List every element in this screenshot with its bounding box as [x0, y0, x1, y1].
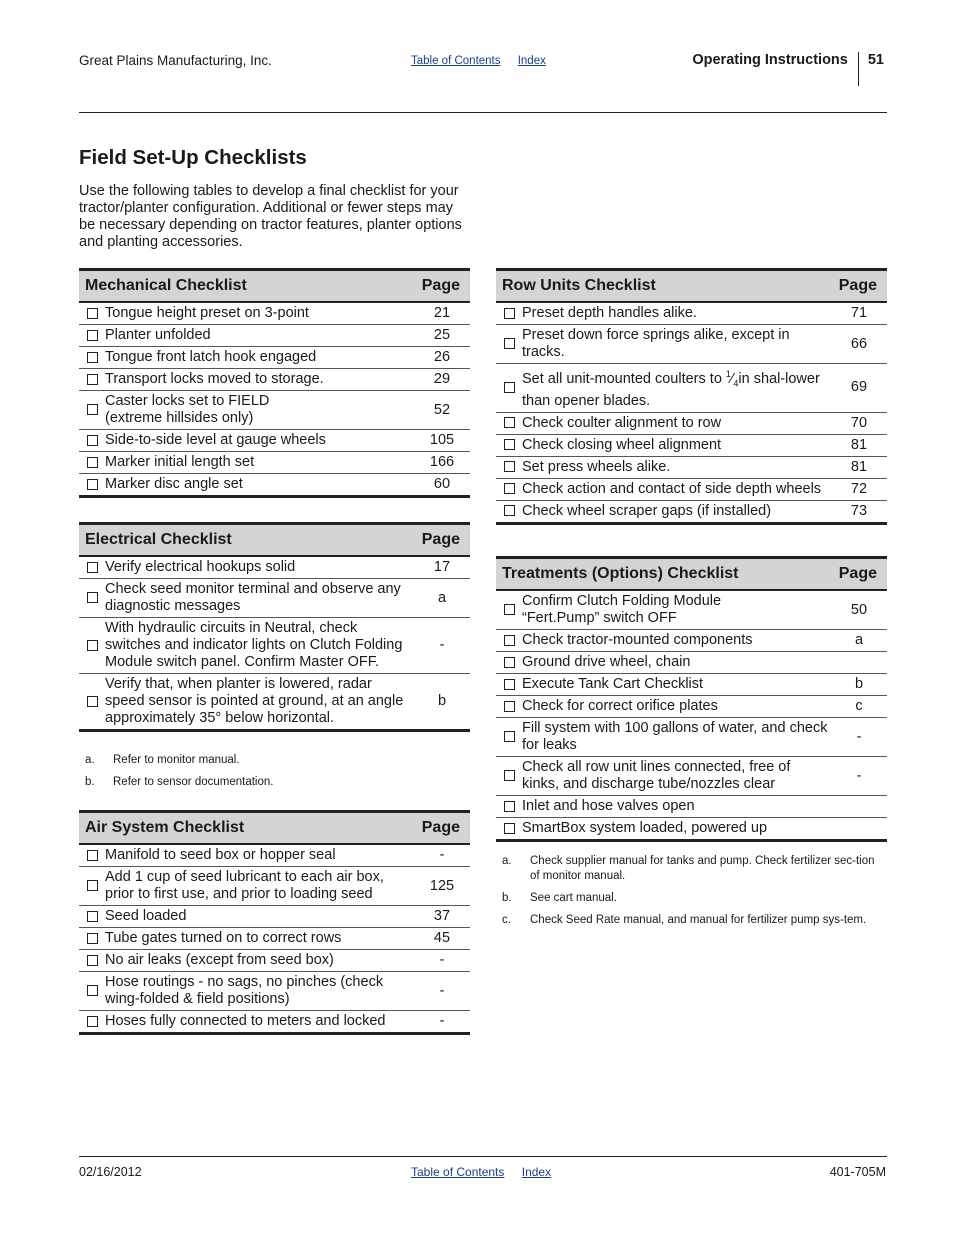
- checklist-item-text: Check tractor-mounted components: [522, 630, 831, 652]
- air-system-checklist-table: [79, 810, 470, 1035]
- treatments-checklist-table: [496, 556, 887, 842]
- header-separator: [858, 52, 859, 86]
- checkbox-cell: [496, 630, 522, 652]
- checklist-item-text-pre: Set all unit-mounted coulters to: [522, 370, 726, 387]
- checklist-item-page: b: [831, 674, 887, 696]
- mechanical-checklist-heading: Mechanical Checklist: [79, 270, 414, 303]
- checklist-item-text: Confirm Clutch Folding Module “Fert.Pump” switch OFF: [522, 590, 831, 630]
- air-system-checklist-heading: Air System Checklist: [79, 812, 414, 845]
- checklist-item-text: With hydraulic circuits in Neutral, check switches and indicator lights on Clutch Folding Module switch panel. Confirm Master OFF.: [105, 618, 414, 674]
- checkbox-cell: [79, 369, 105, 391]
- checklist-item-page: 50: [831, 590, 887, 630]
- checklist-item-text: Planter unfolded: [105, 325, 414, 347]
- footnote: [502, 854, 884, 884]
- checklist-row: [496, 674, 887, 696]
- footer-doc-number: 401-705M: [829, 1165, 886, 1179]
- checklist-item-text: Tongue front latch hook engaged: [105, 347, 414, 369]
- checkbox-cell: [79, 325, 105, 347]
- checkbox-cell: [496, 412, 522, 434]
- checklist-item-text: Side-to-side level at gauge wheels: [105, 430, 414, 452]
- row-units-checklist-table: [496, 268, 887, 525]
- footer-rule: [79, 1156, 887, 1157]
- checkbox-cell: [79, 906, 105, 928]
- fraction-numerator: 1: [725, 369, 731, 379]
- footnote: [502, 891, 884, 906]
- checklist-item-page: 66: [831, 325, 887, 364]
- checklist-row: [79, 906, 470, 928]
- checklist-item-page: -: [414, 844, 470, 867]
- checklist-row: [79, 618, 470, 674]
- footnote-text: See cart manual.: [530, 892, 617, 904]
- checkbox[interactable]: [87, 640, 98, 651]
- checkbox[interactable]: [504, 439, 515, 450]
- checkbox-cell: [496, 652, 522, 674]
- checklist-item-page: a: [831, 630, 887, 652]
- checklist-item-text: Check closing wheel alignment: [522, 434, 831, 456]
- checkbox-cell: [496, 674, 522, 696]
- checklist-item-text: Tube gates turned on to correct rows: [105, 928, 414, 950]
- checkbox[interactable]: [87, 404, 98, 415]
- treatments-footnotes: [502, 854, 884, 935]
- electrical-checklist-table: [79, 522, 470, 732]
- checkbox[interactable]: [504, 635, 515, 646]
- footer-links: [411, 1165, 565, 1179]
- checklist-item-text: Set press wheels alike.: [522, 456, 831, 478]
- checklist-row: [79, 844, 470, 867]
- checklist-item-page: 70: [831, 412, 887, 434]
- checkbox-cell: [79, 452, 105, 474]
- checklist-item-page: 81: [831, 456, 887, 478]
- footnote: [85, 753, 465, 768]
- checklist-item-text: Tongue height preset on 3-point: [105, 302, 414, 325]
- checkbox[interactable]: [504, 505, 515, 516]
- checkbox[interactable]: [504, 382, 515, 393]
- footnote-letter: a.: [85, 754, 95, 766]
- checklist-row: [79, 928, 470, 950]
- mechanical-page-heading: Page: [414, 270, 470, 303]
- checklist-item-page: [831, 818, 887, 841]
- electrical-page-heading: Page: [414, 524, 470, 557]
- checklist-item-text: Execute Tank Cart Checklist: [522, 674, 831, 696]
- company-name: Great Plains Manufacturing, Inc.: [79, 53, 272, 68]
- air-system-page-heading: Page: [414, 812, 470, 845]
- fraction-denominator: 4: [733, 378, 739, 389]
- checklist-row: [79, 674, 470, 731]
- checklist-row: [496, 696, 887, 718]
- checklist-item-page: 21: [414, 302, 470, 325]
- footnote-letter: b.: [502, 892, 512, 904]
- checklist-row: [79, 474, 470, 497]
- checklist-item-page: -: [831, 718, 887, 757]
- checkbox[interactable]: [504, 657, 515, 668]
- footnote-text: Check Seed Rate manual, and manual for fertilizer pump sys-tem.: [530, 914, 867, 926]
- checkbox[interactable]: [87, 985, 98, 996]
- header-index-link[interactable]: Index: [517, 55, 546, 67]
- checklist-item-text: Fill system with 100 gallons of water, and check for leaks: [522, 718, 831, 757]
- checklist-item-text: Verify that, when planter is lowered, radar speed sensor is pointed at ground, at an angle approximately 35° below horizontal.: [105, 674, 414, 731]
- checkbox[interactable]: [87, 435, 98, 446]
- footnote-text: Refer to sensor documentation.: [113, 776, 274, 788]
- treatments-page-heading: Page: [831, 558, 887, 591]
- footnote-text: Check supplier manual for tanks and pump. Check fertilizer sec-tion of monitor manual.: [530, 855, 875, 882]
- checklist-item-text: Verify electrical hookups solid: [105, 556, 414, 579]
- checkbox-cell: [496, 590, 522, 630]
- checklist-row: [79, 391, 470, 430]
- checklist-row: [79, 452, 470, 474]
- checklist-item-text: Ground drive wheel, chain: [522, 652, 831, 674]
- checklist-row: [79, 556, 470, 579]
- checkbox[interactable]: [87, 911, 98, 922]
- checklist-row: [496, 796, 887, 818]
- checklist-row: [79, 950, 470, 972]
- checklist-item-text: [522, 364, 831, 413]
- checkbox[interactable]: [504, 823, 515, 834]
- checklist-row: [496, 302, 887, 325]
- mechanical-checklist-table: [79, 268, 470, 498]
- checklist-item-text: Marker initial length set: [105, 452, 414, 474]
- footnote: [502, 913, 884, 928]
- checkbox-cell: [496, 456, 522, 478]
- checkbox[interactable]: [87, 696, 98, 707]
- checklist-item-text: Check action and contact of side depth wheels: [522, 478, 831, 500]
- checkbox-cell: [79, 579, 105, 618]
- checkbox[interactable]: [504, 604, 515, 615]
- checkbox[interactable]: [87, 592, 98, 603]
- checkbox-cell: [79, 302, 105, 325]
- checklist-row: [496, 590, 887, 630]
- checklist-row: [79, 867, 470, 906]
- checkbox[interactable]: [87, 374, 98, 385]
- checklist-row: [496, 630, 887, 652]
- checklist-item-text: Preset down force springs alike, except in tracks.: [522, 325, 831, 364]
- footnote-letter: b.: [85, 776, 95, 788]
- checkbox-cell: [496, 696, 522, 718]
- checklist-item-page: -: [414, 618, 470, 674]
- checkbox[interactable]: [87, 1016, 98, 1027]
- checkbox[interactable]: [87, 562, 98, 573]
- footnote-text: Refer to monitor manual.: [113, 754, 240, 766]
- checkbox-cell: [79, 867, 105, 906]
- header-rule: [79, 112, 887, 113]
- checklist-row: [79, 1011, 470, 1034]
- checklist-row: [496, 364, 887, 413]
- checklist-row: [79, 430, 470, 452]
- checkbox[interactable]: [87, 479, 98, 490]
- footer-index-link[interactable]: Index: [521, 1165, 552, 1179]
- checklist-item-page: b: [414, 674, 470, 731]
- footnote-letter: c.: [502, 914, 511, 926]
- checklist-item-text: Caster locks set to FIELD (extreme hillsides only): [105, 391, 414, 430]
- checklist-item-text-post: in shal-lower than opener blades.: [522, 370, 820, 409]
- checklist-item-text: Check wheel scraper gaps (if installed): [522, 500, 831, 523]
- checkbox-cell: [496, 796, 522, 818]
- checkbox[interactable]: [87, 457, 98, 468]
- checkbox[interactable]: [87, 308, 98, 319]
- checklist-item-page: 29: [414, 369, 470, 391]
- checkbox-cell: [79, 844, 105, 867]
- checklist-item-page: 26: [414, 347, 470, 369]
- checkbox[interactable]: [87, 330, 98, 341]
- row-units-page-heading: Page: [831, 270, 887, 303]
- checkbox-cell: [79, 1011, 105, 1034]
- checklist-item-text: Check coulter alignment to row: [522, 412, 831, 434]
- checklist-row: [79, 369, 470, 391]
- checkbox-cell: [496, 757, 522, 796]
- checklist-item-text: Add 1 cup of seed lubricant to each air box, prior to first use, and prior to loading seed: [105, 867, 414, 906]
- checklist-item-text: Check all row unit lines connected, free of kinks, and discharge tube/nozzles clear: [522, 757, 831, 796]
- checklist-row: [496, 718, 887, 757]
- page-title: Field Set-Up Checklists: [79, 146, 307, 169]
- checklist-row: [496, 818, 887, 841]
- checkbox[interactable]: [504, 338, 515, 349]
- electrical-checklist-heading: Electrical Checklist: [79, 524, 414, 557]
- footer-toc-link[interactable]: Table of Contents: [411, 1165, 505, 1179]
- checklist-item-text: Hose routings - no sags, no pinches (check wing-folded & field positions): [105, 972, 414, 1011]
- checklist-item-text: Check for correct orifice plates: [522, 696, 831, 718]
- checkbox-cell: [79, 391, 105, 430]
- checklist-row: [79, 579, 470, 618]
- checkbox[interactable]: [87, 955, 98, 966]
- checklist-item-page: [831, 652, 887, 674]
- checkbox-cell: [79, 556, 105, 579]
- checklist-item-page: 73: [831, 500, 887, 523]
- checklist-item-text: No air leaks (except from seed box): [105, 950, 414, 972]
- checkbox-cell: [79, 928, 105, 950]
- checklist-item-page: 69: [831, 364, 887, 413]
- checklist-item-page: 105: [414, 430, 470, 452]
- checklist-item-text: Seed loaded: [105, 906, 414, 928]
- checklist-item-page: -: [414, 1011, 470, 1034]
- checkbox-cell: [79, 347, 105, 369]
- checklist-item-page: 45: [414, 928, 470, 950]
- checkbox-cell: [496, 500, 522, 523]
- intro-paragraph: Use the following tables to develop a final checklist for your tractor/planter configuration. Additional or fewer steps may be necessary depending on tractor features, planter options and planting accessories.: [79, 183, 462, 250]
- checklist-item-text: Manifold to seed box or hopper seal: [105, 844, 414, 867]
- checklist-item-page: 71: [831, 302, 887, 325]
- checkbox-cell: [496, 325, 522, 364]
- treatments-checklist-heading: Treatments (Options) Checklist: [496, 558, 831, 591]
- footnote: [85, 775, 465, 790]
- checklist-item-page: [831, 796, 887, 818]
- checklist-row: [496, 412, 887, 434]
- footnote-letter: a.: [502, 855, 512, 867]
- checklist-item-page: a: [414, 579, 470, 618]
- row-units-checklist-heading: Row Units Checklist: [496, 270, 831, 303]
- checkbox-cell: [496, 818, 522, 841]
- checklist-item-page: c: [831, 696, 887, 718]
- checklist-item-page: -: [831, 757, 887, 796]
- checklist-item-page: 60: [414, 474, 470, 497]
- checklist-row: [496, 652, 887, 674]
- checkbox-cell: [79, 950, 105, 972]
- checklist-item-text: Marker disc angle set: [105, 474, 414, 497]
- checklist-item-page: 72: [831, 478, 887, 500]
- checklist-item-page: 25: [414, 325, 470, 347]
- checklist-item-text: SmartBox system loaded, powered up: [522, 818, 831, 841]
- checklist-item-page: -: [414, 972, 470, 1011]
- footer-date: 02/16/2012: [79, 1165, 142, 1179]
- page-number: 51: [867, 52, 884, 68]
- checkbox-cell: [496, 364, 522, 413]
- checklist-item-text: Hoses fully connected to meters and locked: [105, 1011, 414, 1034]
- checkbox[interactable]: [504, 770, 515, 781]
- checklist-row: [496, 434, 887, 456]
- checkbox[interactable]: [87, 880, 98, 891]
- checklist-item-text: Inlet and hose valves open: [522, 796, 831, 818]
- checklist-row: [496, 478, 887, 500]
- electrical-footnotes: [85, 753, 465, 797]
- checkbox[interactable]: [87, 352, 98, 363]
- checkbox[interactable]: [504, 461, 515, 472]
- checklist-item-page: 52: [414, 391, 470, 430]
- checkbox-cell: [79, 674, 105, 731]
- checklist-row: [79, 325, 470, 347]
- checklist-row: [496, 325, 887, 364]
- checkbox[interactable]: [504, 701, 515, 712]
- fraction-slash: ⁄: [730, 370, 734, 387]
- checkbox-cell: [79, 972, 105, 1011]
- section-title: Operating Instructions: [692, 52, 848, 68]
- checkbox[interactable]: [504, 801, 515, 812]
- checklist-item-page: 166: [414, 452, 470, 474]
- checkbox-cell: [496, 478, 522, 500]
- header-links: [411, 55, 560, 67]
- checkbox[interactable]: [504, 308, 515, 319]
- checkbox[interactable]: [87, 933, 98, 944]
- checklist-row: [496, 500, 887, 523]
- checklist-row: [496, 456, 887, 478]
- checkbox-cell: [79, 430, 105, 452]
- checklist-item-text: Preset depth handles alike.: [522, 302, 831, 325]
- checkbox[interactable]: [504, 679, 515, 690]
- checkbox[interactable]: [87, 850, 98, 861]
- checkbox-cell: [496, 434, 522, 456]
- checklist-row: [79, 347, 470, 369]
- checklist-item-page: 81: [831, 434, 887, 456]
- checkbox[interactable]: [504, 483, 515, 494]
- checklist-item-page: -: [414, 950, 470, 972]
- checkbox[interactable]: [504, 417, 515, 428]
- checkbox-cell: [79, 618, 105, 674]
- checklist-item-text: Transport locks moved to storage.: [105, 369, 414, 391]
- header-section: [692, 52, 884, 86]
- checkbox-cell: [79, 474, 105, 497]
- checklist-row: [496, 757, 887, 796]
- checkbox[interactable]: [504, 731, 515, 742]
- checklist-row: [79, 972, 470, 1011]
- header-toc-link[interactable]: Table of Contents: [411, 55, 501, 67]
- checkbox-cell: [496, 718, 522, 757]
- checklist-row: [79, 302, 470, 325]
- checklist-item-page: 37: [414, 906, 470, 928]
- checklist-item-text: Check seed monitor terminal and observe any diagnostic messages: [105, 579, 414, 618]
- checklist-item-page: 17: [414, 556, 470, 579]
- checkbox-cell: [496, 302, 522, 325]
- checklist-item-page: 125: [414, 867, 470, 906]
